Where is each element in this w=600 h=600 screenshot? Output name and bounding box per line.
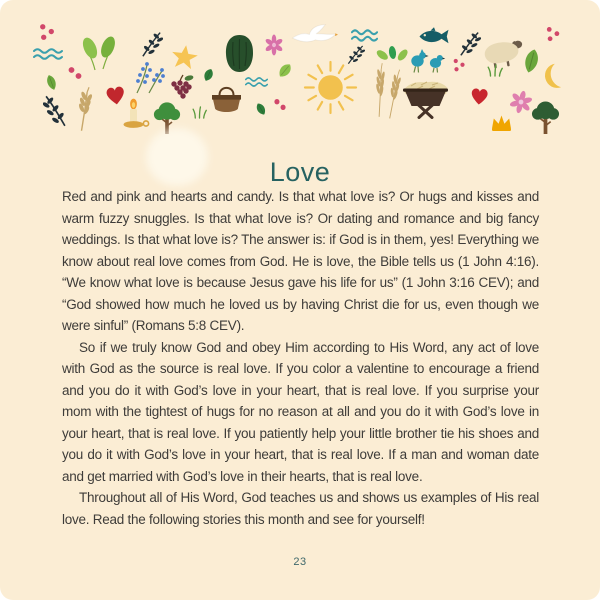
wave-lines-icon-2 <box>245 76 268 88</box>
red-dots-icon-4 <box>452 58 467 73</box>
red-heart-icon-2 <box>467 84 492 107</box>
wave-lines-icon-1 <box>33 47 63 61</box>
page-number: 23 <box>293 556 307 568</box>
pink-flower-icon-1 <box>264 34 284 56</box>
blue-birds-icon <box>408 48 448 74</box>
grass-icon-2 <box>487 64 503 77</box>
black-branch-icon-1 <box>43 93 68 128</box>
moon-icon <box>540 61 568 93</box>
grapes-icon <box>164 74 198 100</box>
green-leaf-icon-4 <box>273 58 298 83</box>
red-dots-icon-3 <box>273 98 287 111</box>
green-leaves-pair-icon <box>79 36 119 74</box>
candle-icon <box>116 98 150 132</box>
paragraph: Throughout all of His Word, God teaches us and shows us examples of His real love. Read the following stories this month and see for yourself! <box>62 490 539 527</box>
dark-bush-icon <box>223 34 256 73</box>
black-branch-icon-2 <box>140 30 163 58</box>
paragraph: Red and pink and hearts and candy. Is that what love is? Or hugs and kisses and warm fuzzy snuggles. Is that what love is? Or dating and romance and big fancy weddings. Is that what love is? The answer is: if God is in them, yes! Everything we know about real love comes from God. He is love, the Bible tells us (1 John 4:16). “We know what love is because Jesus gave his life for us” (1 John 3:16 CEV); and “God showed how much he loved us by having Christ die for us, even though we were sinful” (Romans 5:8 CEV). <box>62 189 539 333</box>
dove-icon <box>291 23 338 50</box>
green-leaf-icon-3 <box>251 99 270 118</box>
blue-flower-sprig-icon <box>129 59 169 95</box>
green-leaf-icon-1 <box>42 72 62 93</box>
red-dots-icon-2 <box>67 66 83 80</box>
sun-icon <box>303 60 358 115</box>
fish-icon <box>417 26 451 47</box>
black-sprig-icon-1 <box>346 44 365 65</box>
red-dots-icon-1 <box>38 23 57 42</box>
paragraph: So if we truly know God and obey Him according to His Word, any act of love with God as the source is real love. If you color a valentine to encourage a friend and you do it with God’s love in your heart, that is real love. If you surprise your mom with the tightest of hugs for no reason at all and you do it with God’s love in your heart, that is real love. If you patiently help your little brother tie his shoes and you do it with God’s love in your heart, that is real love. If a man and woman date and get married with God’s love in their hearts, that is real love. <box>62 339 539 484</box>
green-leaves-trio-icon <box>376 45 409 63</box>
manger-icon <box>399 73 452 119</box>
tree-icon-2 <box>530 100 561 134</box>
body-text <box>62 186 539 530</box>
grass-icon-1 <box>192 106 207 119</box>
wheat-icon-1 <box>72 85 97 132</box>
star-icon <box>168 42 200 72</box>
crown-icon <box>489 113 514 132</box>
basket-icon <box>208 82 245 114</box>
page-title: Love <box>269 157 331 188</box>
red-dots-icon-5 <box>545 26 562 43</box>
wave-lines-icon-3 <box>351 28 378 43</box>
